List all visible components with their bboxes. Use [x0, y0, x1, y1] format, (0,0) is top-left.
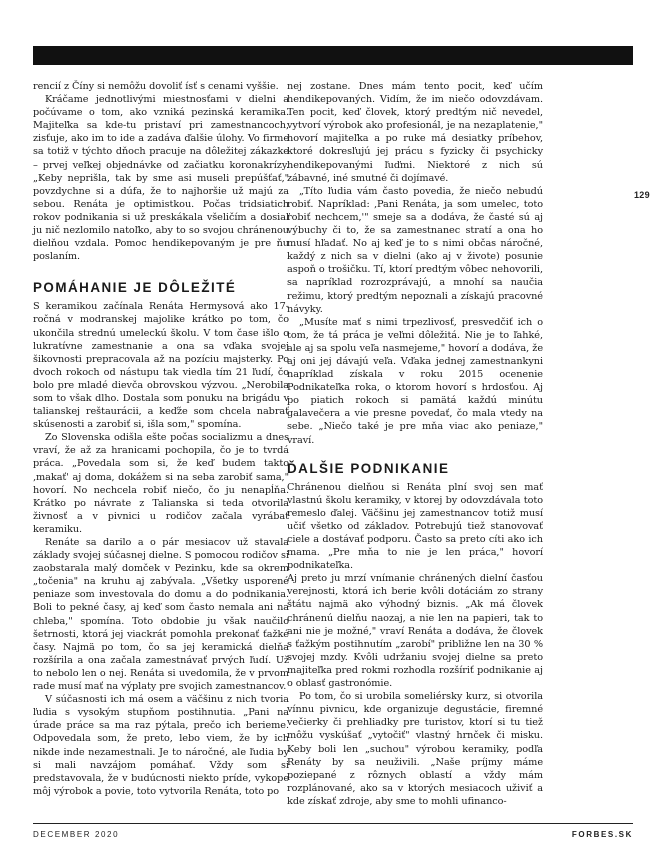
left-column: [33, 80, 289, 798]
paragraph: V súčasnosti ich má osem a väčšinu z nich tvoria ľudia s vysokým stupňom postihnutia. „Pani na úrade práce sa ma raz pýtala, prečo ich berieme. Odpovedala som, že preto, lebo viem, že by ich nikde inde nezamestnali. Je to náročné, ale ľudia by si mali navzájom pomáhať. Vždy som si predstavovala, že v budúcnosti niekto príde, vykope môj výrobok a povie, toto vytvorila Renáta, toto po: [33, 694, 289, 797]
paragraph: rencií z Číny si nemôžu dovoliť ísť s cenami vyššie.: [33, 81, 279, 92]
paragraph: Zo Slovenska odišla ešte počas socializmu a dnes vraví, že až za hranicami pochopila, čo je to tvrdá práca. „Povedala som si, že keď budem takto ‚makať' aj doma, dokážem si na seba zarobiť sama," hovorí. No nechcela robiť niečo, čo ju nenapĺňa. Krátko po návrate z Talianska si teda otvorila živnosť a v pivnici u rodičov začala vyrábať keramiku.: [33, 432, 289, 535]
section-heading: POMÁHANIE JE DÔLEŽITÉ: [33, 280, 237, 296]
paragraph: Kráčame jednotlivými miestnosťami v dielni a počúvame o tom, ako vzniká pezinská keramika. Majiteľka sa kde-tu pristaví pri zamestnancoch, zisťuje, ako im to ide a zadáva ďalšie úlohy. Vo firme sa totiž v týchto dňoch pracuje na dôležitej zákazke – prvej veľkej objednávke od začiatku koronakrízy. „Keby neprišla, tak by sme asi museli prepúšťať," povzdychne si a dúfa, že to najhoršie už majú za sebou. Renáta je optimistkou. Počas tridsiatich rokov podnikania si už preskákala všeličím a dosiaľ ju nič nezlomilo natoľko, aby to so svojou chránenou dielňou vzdala. Pomoc hendikepovaným je pre ňu poslaním.: [33, 94, 289, 263]
header-bar: [33, 46, 633, 65]
paragraph: nej zostane. Dnes mám tento pocit, keď učím hendikepovaných. Vidím, že im niečo odovzdávam. Ten pocit, keď človek, ktorý predtým nič nevedel, vytvorí výrobok ako profesionál, je na nezaplatenie," hovorí majiteľka a po ruke má desiatky príbehov, ktoré dokresľujú jej prácu s fyzicky či psychicky hendikepovanými ľuďmi. Niektoré z nich sú zábavné, iné smutné či dojímavé.: [287, 81, 543, 184]
section-heading: ĎALŠIE PODNIKANIE: [287, 460, 450, 476]
paragraph: „Títo ľudia vám často povedia, že niečo nebudú robiť. Napríklad: ‚Pani Renáta, ja som umelec, toto robiť nechcem,'" smeje sa a dodáva, že časté sú aj výbuchy či to, že sa zamestnanec stratí a ona ho musí hľadať. No aj keď je to s nimi občas náročné, každý z nich sa v dielni (ako aj v živote) posunie aspoň o trošičku. Tí, ktorí predtým vôbec nehovorili, sa napríklad rozrozprávajú, a mnohí sa naučia režimu, ktorý predtým nepoznali a získajú pracovné návyky.: [287, 185, 543, 315]
footer-date: DECEMBER 2020: [33, 830, 120, 839]
paragraph: Chránenou dielňou si Renáta plní svoj sen mať vlastnú školu keramiky, v ktorej by odovzdávala toto remeslo ďalej. Väčšinu jej zamestnancov totiž musí učiť všetko od základov. Potrebujú tiež stanovovať ciele a dostávať podporu. Často sa preto cíti ako ich mama. „Pre mňa to nie je len práca," hovorí podnikateľka.: [287, 481, 543, 572]
footer-publication: FORBES.SK: [571, 830, 633, 839]
paragraph: „Musíte mať s nimi trpezlivosť, presvedčiť ich o tom, že tá práca je veľmi dôležitá. Nie je to ľahké, ale aj sa spolu veľa nasmejeme," hovorí a dodáva, že aj oni jej dávajú veľa. Vďaka jednej zamestnankyni napríklad získala v roku 2015 ocenenie Podnikateľka roka, o ktorom hovorí s hrdosťou. Aj po piatich rokoch si pamätá každú minútu galavečera a vie presne povedať, čo mala vtedy na sebe. „Niečo také je pre mňa viac ako peniaze," vraví.: [287, 316, 543, 446]
right-column: [287, 80, 543, 808]
paragraph: Aj preto ju mrzí vnímanie chránených dielní časťou verejnosti, ktorá ich berie kvôli dotáciám zo strany štátu najmä ako výhodný biznis. „Ak má človek chránenú dielňu naozaj, a nie len na papieri, tak to ani nie je možné," vraví Renáta a dodáva, že človek s ťažkým postihnutím „zarobí" približne len na 30 % svojej mzdy. Kvôli udržaniu svojej dielne sa preto majiteľka pred rokmi rozhodla rozšíriť podnikanie aj o oblasť gastronómie.: [287, 573, 543, 690]
page-number: 129: [634, 190, 650, 200]
footer-rule: [33, 823, 633, 824]
paragraph: S keramikou začínala Renáta Hermysová ako 17-ročná v modranskej majolike krátko po tom, čo ukončila strednú umeleckú školu. V tom čase išlo o lukratívne zamestnanie a ona sa vďaka svojej šikovnosti prepracovala až na pozíciu majsterky. Po dvoch rokoch od nástupu tak viedla tím 21 ľudí, čo bolo pre mladé dievča obrovskou výzvou. „Nerobila som to však dlho. Dostala som ponuku na brigádu v talianskej reštaurácii, a keďže som chcela nabrať skúsenosti a zarobiť si, išla som," spomína.: [33, 301, 289, 431]
paragraph: Renáte sa darilo a o pár mesiacov už stavala základy svojej súčasnej dielne. S pomocou rodičov si zaobstarala malý domček v Pezinku, kde sa okrem „točenia" na kruhu aj zabývala. „Všetky usporené peniaze som investovala do domu a do podnikania. Boli to pekné časy, aj keď som často nemala ani na chleba," spomína. Toto obdobie ju však naučilo šetrnosti, ktorá jej viackrát pomohla prekonať ťažké časy. Najmä po tom, čo sa jej keramická dielňa rozšírila a ona začala zamestnávať prvých ľudí. Už to nebolo len o nej. Renáta si uvedomila, že v prvom rade musí mať na výplaty pre svojich zamestnancov.: [33, 537, 289, 693]
paragraph: Po tom, čo si urobila someliérsky kurz, si otvorila vínnu pivnicu, kde organizuje degustácie, firemné večierky či prehliadky pre turistov, ktorí si tu tiež môžu vyskúšať „vytočiť" vlastný hrnček či misku. Keby boli len „suchou" výrobou keramiky, podľa Renáty by sa neuživili. „Naše príjmy máme poziepané z rôznych oblastí a vždy mám rozplánované, ako sa v ktorých mesiacoch uživiť a kde získať zdroje, aby sme to mohli ufinanco-: [287, 691, 543, 807]
